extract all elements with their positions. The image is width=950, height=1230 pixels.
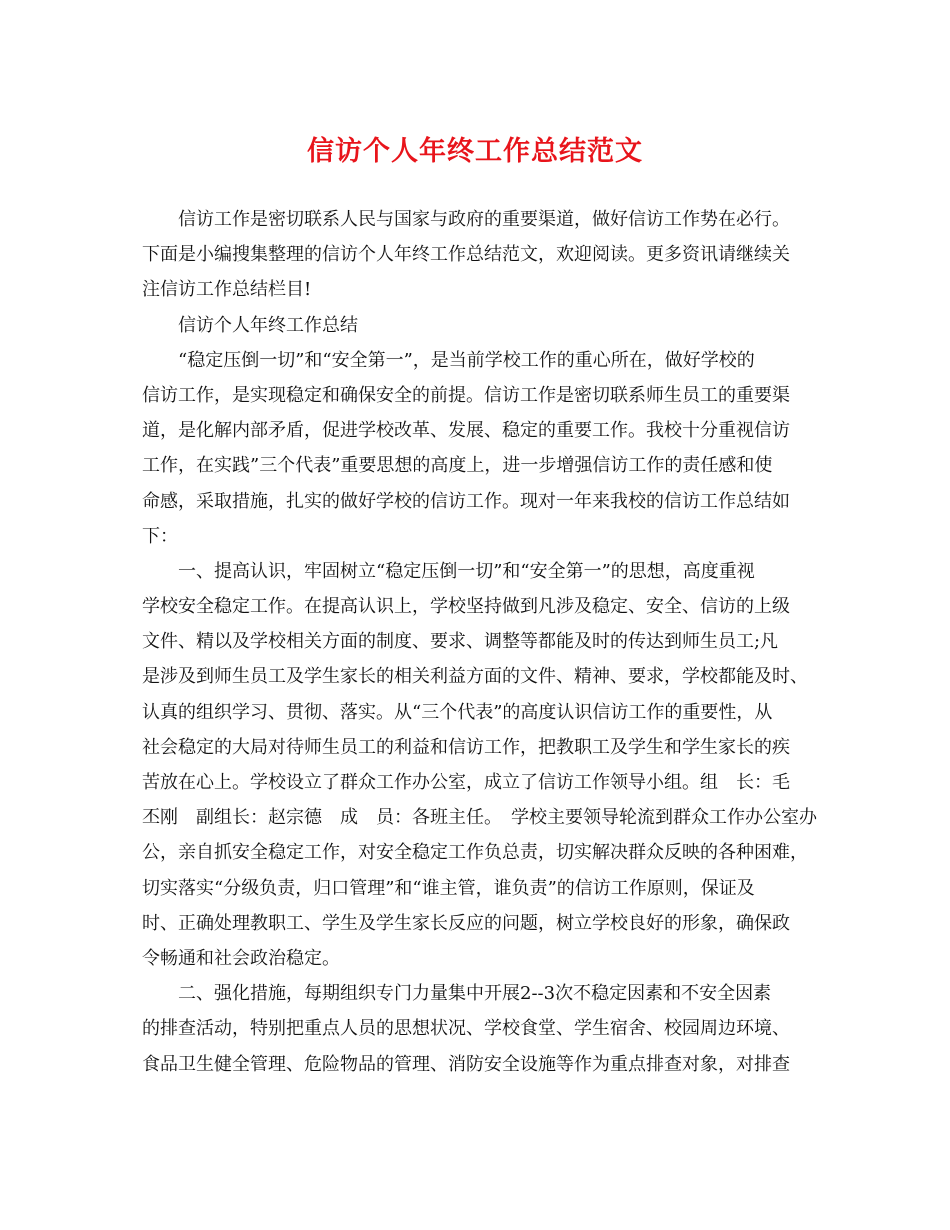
body-line: 一、提高认识，牢固树立“稳定压倒一切”和“安全第一”的思想，高度重视 — [178, 560, 755, 582]
body-line: “稳定压倒一切”和“安全第一”，是当前学校工作的重心所在，做好学校的 — [178, 349, 755, 371]
body-line: 社会稳定的大局对待师生员工的利益和信访工作，把教职工及学生和学生家长的疾 — [142, 736, 790, 758]
body-line: 食品卫生健全管理、危险物品的管理、消防安全设施等作为重点排查对象，对排查 — [142, 1053, 790, 1075]
body-line: 公，亲自抓安全稳定工作，对安全稳定工作负总责，切实解决群众反映的各种困难， — [142, 842, 808, 864]
document-body — [142, 202, 830, 1082]
body-line: 文件、精以及学校相关方面的制度、要求、调整等都能及时的传达到师生员工;凡 — [142, 631, 779, 653]
body-line: 命感，采取措施，扎实的做好学校的信访工作。现对一年来我校的信访工作总结如 — [142, 490, 790, 512]
body-line: 切实落实“分级负责，归口管理”和“谁主管，谁负责”的信访工作原则，保证及 — [142, 877, 755, 899]
body-line: 信访工作，是实现稳定和确保安全的前提。信访工作是密切联系师生员工的重要渠 — [142, 384, 790, 406]
body-line: 苦放在心上。学校设立了群众工作办公室，成立了信访工作领导小组。组 长：毛 — [142, 772, 790, 793]
body-line: 令畅通和社会政治稳定。 — [142, 947, 340, 969]
body-line: 信访个人年终工作总结 — [178, 314, 358, 336]
body-line: 丕刚 副组长：赵宗德 成 员：各班主任。 学校主要领导轮流到群众工作办公室办 — [142, 807, 817, 829]
body-line: 认真的组织学习、贯彻、落实。从“三个代表”的高度认识信访工作的重要性，从 — [142, 701, 773, 723]
body-line: 工作，在实践”三个代表”重要思想的高度上，进一步增强信访工作的责任感和使 — [142, 455, 773, 477]
body-line: 道，是化解内部矛盾，促进学校改革、发展、稳定的重要工作。我校十分重视信访 — [142, 420, 790, 442]
body-line: 是涉及到师生员工及学生家长的相关利益方面的文件、精神、要求，学校都能及时、 — [142, 666, 808, 688]
body-line: 注信访工作总结栏目! — [142, 279, 312, 301]
body-line: 的排查活动，特别把重点人员的思想状况、学校食堂、学生宿舍、校园周边环境、 — [142, 1018, 790, 1040]
body-line: 学校安全稳定工作。在提高认识上，学校坚持做到凡涉及稳定、安全、信访的上级 — [142, 596, 790, 618]
body-line: 下面是小编搜集整理的信访个人年终工作总结范文，欢迎阅读。更多资讯请继续关 — [142, 244, 790, 266]
body-line: 时、正确处理教职工、学生及学生家长反应的问题，树立学校良好的形象，确保政 — [142, 912, 790, 934]
document-title: 信访个人年终工作总结范文 — [307, 136, 643, 167]
body-line: 信访工作是密切联系人民与国家与政府的重要渠道，做好信访工作势在必行。 — [178, 209, 790, 230]
body-line: 二、强化措施，每期组织专门力量集中开展2--3次不稳定因素和不安全因素 — [178, 983, 772, 1005]
body-line: 下： — [142, 525, 178, 547]
